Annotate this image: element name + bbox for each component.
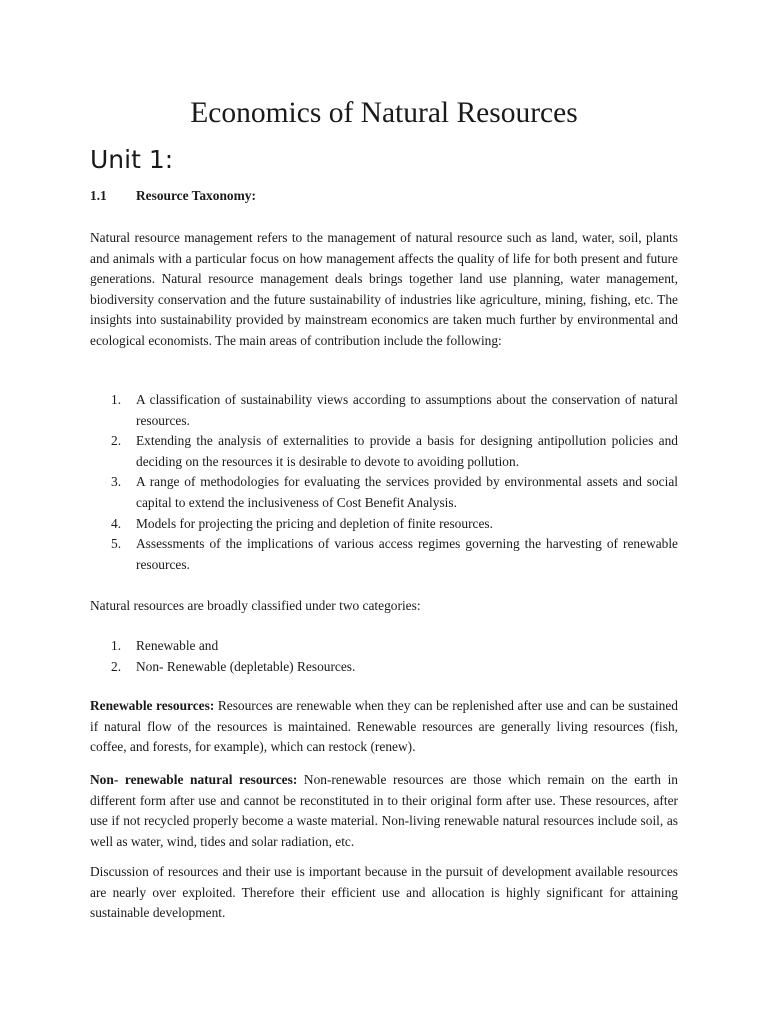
list-item [90, 514, 678, 535]
list-item-text: Models for projecting the pricing and depletion of finite resources. [136, 515, 493, 531]
list-marker: 3. [111, 474, 122, 490]
list-item-text: A range of methodologies for evaluating the services provided by environmental assets and social capital to extend the inclusiveness of Cost Benefit Analysis. [136, 474, 678, 510]
unit-heading: Unit 1: [90, 145, 174, 174]
intro-paragraph: Natural resource management refers to the management of natural resource such as land, water, soil, plants and animals with a particular focus on how management affects the quality of life for both present and future generations. Natural resource management deals brings together land use planning, water management, biodiversity conservation and the future sustainability of industries like agriculture, mining, fishing, etc. The insights into sustainability provided by mainstream economics are taken much further by environmental and ecological economists. The main areas of contribution include the following: [90, 230, 678, 348]
non-renewable-lead: Non- renewable natural resources: [90, 772, 298, 787]
list-marker: 1. [111, 392, 122, 407]
renewable-paragraph [90, 696, 678, 758]
contributions-list [90, 390, 678, 575]
closing-paragraph: Discussion of resources and their use is important because in the pursuit of development available resources are nearly over exploited. Therefore their efficient use and allocation is highly significant for attaining sustainable development. [90, 864, 678, 921]
list-item [90, 534, 678, 575]
categories-list [90, 636, 678, 677]
renewable-text: Resources are renewable when they can be replenished after use and can be sustained if natural flow of the resources is maintained. Renewable resources are generally living resources (fish, coffee, and forests, for example), which can restock (renew). [90, 698, 678, 755]
list-marker: 1. [111, 638, 122, 653]
list-marker: 5. [111, 536, 122, 552]
list-item-text: A classification of sustainability views according to assumptions about the conservation of natural resources. [136, 392, 678, 428]
list-item [90, 472, 678, 513]
classification-intro: Natural resources are broadly classified under two categories: [90, 598, 421, 613]
non-renewable-paragraph [90, 770, 678, 852]
list-item-text: Renewable and [136, 638, 219, 653]
non-renewable-text: Non-renewable resources are those which remain on the earth in different form after use and cannot be reconstituted in to their original form after use. These resources, after use if not recycled properly become a waste material. Non-living renewable natural resources include soil, as well as water, wind, tides and solar radiation, etc. [90, 772, 678, 849]
list-marker: 2. [111, 658, 122, 674]
section-heading [90, 186, 256, 206]
section-number: 1.1 [90, 188, 107, 203]
list-item [90, 431, 678, 472]
list-item [90, 390, 678, 431]
section-title: Resource Taxonomy: [136, 188, 256, 203]
list-marker: 2. [111, 433, 122, 449]
renewable-lead: Renewable resources: [90, 698, 215, 713]
list-item-text: Extending the analysis of externalities to provide a basis for designing antipollution policies and deciding on the resources it is desirable to devote to avoiding pollution. [136, 433, 678, 469]
list-marker: 4. [111, 515, 122, 531]
list-item [90, 636, 678, 657]
list-item [90, 657, 678, 678]
list-item-text: Non- Renewable (depletable) Resources. [136, 658, 356, 674]
list-item-text: Assessments of the implications of various access regimes governing the harvesting of renewable resources. [136, 536, 678, 572]
document-title: Economics of Natural Resources [190, 97, 578, 129]
